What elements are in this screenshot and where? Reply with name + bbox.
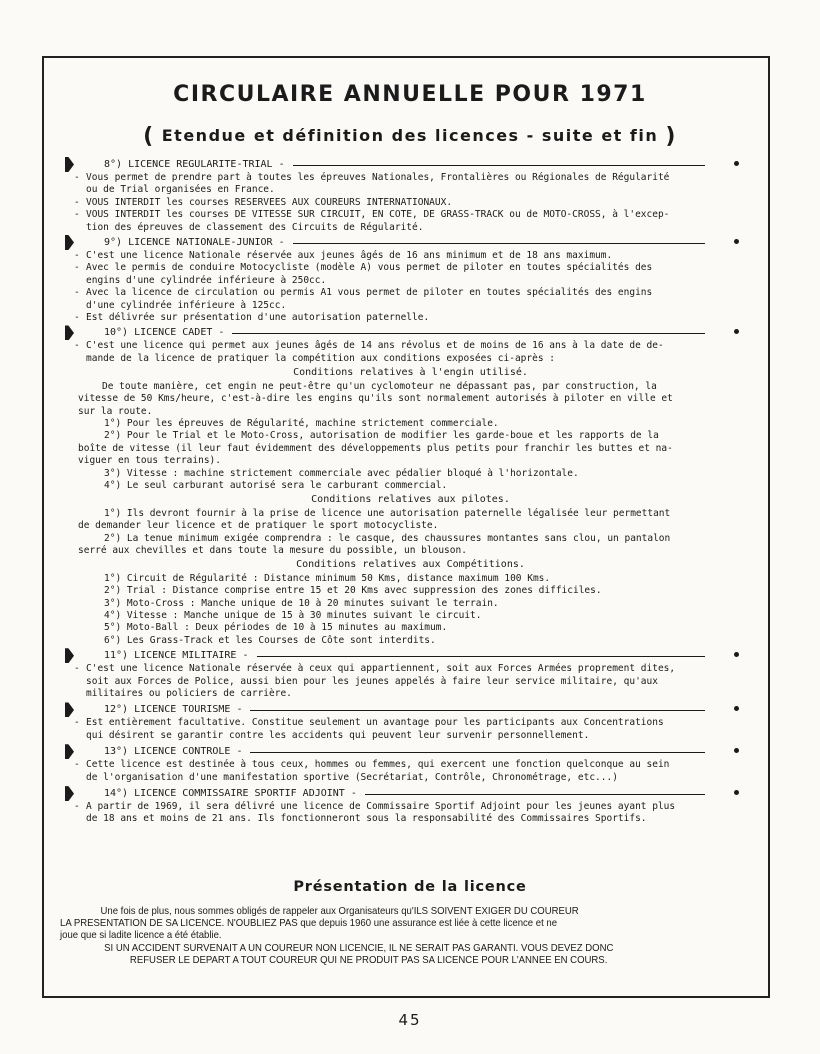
section-heading [78, 327, 743, 340]
paragraph-line: de demander leur licence et de pratiquer le sport motocycliste. [78, 520, 439, 532]
section-heading-text: 11°) LICENCE MILITAIRE - [104, 650, 257, 662]
section-heading-text: 12°) LICENCE TOURISME - [104, 704, 250, 716]
section-heading-text: 9°) LICENCE NATIONALE-JUNIOR - [104, 237, 293, 249]
dash-marker: - [74, 250, 80, 262]
numbered-item: 2°) La tenue minimum exigée comprendra : le casque, des chaussures montantes sans clou, un pantalon [104, 532, 671, 544]
dash-marker: - [74, 262, 80, 274]
dash-marker: - [74, 312, 80, 324]
page-number: 45 [398, 1011, 422, 1029]
bullet-dot-icon [734, 748, 739, 753]
paragraph: - Avec le permis de conduire Motocycliste (modèle A) vous permet de piloter en toutes spécialités des [74, 262, 653, 274]
numbered-item: 4°) Vitesse : Manche unique de 15 à 30 minutes suivant le circuit. [104, 610, 482, 621]
page-subtitle [0, 124, 820, 149]
conditions-engin-heading: Conditions relatives à l'engin utilisé. [293, 367, 528, 379]
presentation-line: Une fois de plus, nous sommes obligés de rappeler aux Organisateurs qu'ILS SOIVENT EXIGER DU COUREUR [100, 906, 579, 917]
subtitle-open-paren: ( [143, 124, 155, 149]
paragraph-line: serré aux chevilles et dans toute la mesure du possible, un blouson. [78, 544, 467, 556]
dash-marker: - [74, 287, 80, 299]
conditions-pilotes-heading: Conditions relatives aux pilotes. [311, 494, 510, 506]
dash-marker: - [74, 801, 80, 813]
numbered-item: 5°) Moto-Ball : Deux périodes de 10 à 15 minutes au maximum. [104, 622, 448, 634]
dash-marker: - [74, 209, 80, 221]
presentation-line: joue que si ladite licence a été établie. [60, 930, 222, 942]
paragraph: - VOUS INTERDIT les courses RESERVEES AUX COUREURS INTERNATIONAUX. [74, 196, 453, 208]
bullet-dot-icon [734, 652, 739, 657]
paragraph: - VOUS INTERDIT les courses DE VITESSE SUR CIRCUIT, EN COTE, DE GRASS-TRACK ou de MOTO-CROSS, à l'excep- [74, 209, 670, 221]
paragraph-line: boîte de vitesse (il leur faut évidemment des développements plus petits pour franchir les buttes et na- [78, 442, 673, 454]
dash-marker: - [74, 340, 80, 352]
presentation-line: LA PRESENTATION DE SA LICENCE. N'OUBLIEZ PAS que depuis 1960 une assurance est liée à cette licence et ne [60, 918, 558, 930]
numbered-item: 4°) Le seul carburant autorisé sera le carburant commercial. [104, 479, 448, 491]
paragraph: - C'est une licence Nationale réservée aux jeunes âgés de 16 ans minimum et de 18 ans maximum. [74, 250, 613, 262]
section-11-militaire [74, 650, 743, 700]
section-13-controle [74, 746, 743, 784]
presentation-line: SI UN ACCIDENT SURVENAIT A UN COUREUR NON LICENCIE, IL NE SERAIT PAS GARANTI. VOUS DEVEZ DONC [104, 942, 614, 954]
dash-marker: - [74, 663, 80, 675]
numbered-item: 1°) Ils devront fournir à la prise de licence une autorisation paternelle légalisée leur permettant [104, 507, 671, 519]
paragraph: - Est délivrée sur présentation d'une autorisation paternelle. [74, 312, 430, 324]
dash-marker: - [74, 196, 80, 208]
subtitle-close-paren: ) [665, 124, 677, 149]
numbered-item: 3°) Vitesse : machine strictement commerciale avec pédalier bloqué à l'horizontale. [104, 467, 579, 479]
paragraph-line: sur la route. [78, 405, 153, 417]
paragraph-line: qui désirent se garantir contre les accidents qui peuvent leur survenir personnellement. [86, 729, 590, 741]
section-heading-text: 14°) LICENCE COMMISSAIRE SPORTIF ADJOINT - [104, 788, 365, 800]
section-heading-text: 13°) LICENCE CONTROLE - [104, 746, 250, 758]
section-heading [78, 237, 743, 250]
paragraph-line: viguer en tous terrains). [78, 455, 221, 467]
paragraph-line: de 18 ans et moins de 21 ans. Ils fonctionneront sous la responsabilité des Commissaires Sportifs. [86, 813, 647, 825]
paragraph-line: tion des épreuves de classement des Circuits de Régularité. [86, 221, 424, 233]
paragraph-line: vitesse de 50 Kms/heure, c'est-à-dire les engins qu'ils sont normalement autorisés à piloter en ville et [78, 393, 673, 405]
bullet-dot-icon [734, 161, 739, 166]
numbered-item: 3°) Moto-Cross : Manche unique de 10 à 20 minutes suivant le terrain. [104, 597, 499, 609]
paragraph: - Est entièrement facultative. Constitue seulement un avantage pour les participants aux Concentrations [74, 717, 664, 729]
numbered-item: 1°) Pour les épreuves de Régularité, machine strictement commerciale. [104, 417, 499, 429]
bullet-dot-icon [734, 329, 739, 334]
subtitle-text: Etendue et définition des licences - suite et fin [161, 126, 659, 145]
numbered-item: 2°) Trial : Distance comprise entre 15 et 20 Kms avec suppression des zones difficiles. [104, 585, 602, 597]
section-heading [78, 746, 743, 759]
section-heading [78, 704, 743, 717]
section-heading-text: 10°) LICENCE CADET - [104, 327, 232, 339]
paragraph-line: engins d'une cylindrée inférieure à 250cc. [86, 274, 327, 286]
bullet-dot-icon [734, 239, 739, 244]
dash-marker: - [74, 172, 80, 183]
paragraph: - Avec la licence de circulation ou permis A1 vous permet de piloter en toutes spécialités des engins [74, 287, 653, 299]
paragraph: - A partir de 1969, il sera délivré une licence de Commissaire Sportif Adjoint pour les jeunes ayant plus [74, 801, 676, 813]
paragraph-line: mande de la licence de pratiquer la compétition aux conditions exposées ci-après : [86, 352, 555, 364]
section-14-commissaire-sportif-adjoint [74, 788, 743, 826]
bullet-dot-icon [734, 706, 739, 711]
paragraph-line: De toute manière, cet engin ne peut-être qu'un cyclomoteur ne dépassant pas, par construction, la [102, 380, 657, 392]
paragraph-line: de l'organisation d'une manifestation sportive (Secrétariat, Contrôle, Chronométrage, etc...) [86, 771, 618, 783]
conditions-competitions-heading: Conditions relatives aux Compétitions. [296, 559, 525, 571]
paragraph-line: ou de Trial organisées en France. [86, 184, 275, 196]
dash-marker: - [74, 717, 80, 729]
presentation-line: REFUSER LE DEPART A TOUT COUREUR QUI NE PRODUIT PAS SA LICENCE POUR L'ANNEE EN COURS. [129, 954, 608, 966]
paragraph-line: d'une cylindrée inférieure à 125cc. [86, 299, 287, 311]
section-heading [78, 159, 743, 172]
paragraph-line: soit aux Forces de Police, aussi bien pour les jeunes appelés à faire leur service militaire, qu'aux [86, 675, 658, 687]
section-heading [78, 788, 743, 801]
section-9-nationale-junior [74, 237, 743, 324]
document-body [74, 157, 743, 826]
presentation-heading: Présentation de la licence [293, 879, 527, 895]
paragraph: - C'est une licence Nationale réservée à ceux qui appartiennent, soit aux Forces Armées proprement dites, [74, 663, 676, 675]
paragraph: - Vous permet de prendre part à toutes les épreuves Nationales, Frontalières ou Régionales de Régularité [74, 172, 670, 183]
numbered-item: 1°) Circuit de Régularité : Distance minimum 50 Kms, distance maximum 100 Kms. [104, 572, 551, 584]
presentation-text [60, 906, 704, 967]
numbered-item: 2°) Pour le Trial et le Moto-Cross, autorisation de modifier les garde-boue et les rapports de la [104, 430, 659, 442]
section-heading-text: 8°) LICENCE REGULARITE-TRIAL - [104, 159, 293, 171]
dash-marker: - [74, 759, 80, 771]
bullet-dot-icon [734, 790, 739, 795]
section-heading [78, 650, 743, 663]
section-8-regularite-trial [74, 159, 743, 234]
paragraph: - Cette licence est destinée à tous ceux, hommes ou femmes, qui exercent une fonction quelconque au sein [74, 759, 670, 771]
paragraph-line: militaires ou policiers de carrière. [86, 688, 292, 700]
numbered-item: 6°) Les Grass-Track et les Courses de Côte sont interdits. [104, 634, 436, 646]
page-title: CIRCULAIRE ANNUELLE POUR 1971 [173, 82, 647, 107]
section-12-tourisme [74, 704, 743, 742]
section-10-cadet [74, 327, 743, 647]
paragraph: - C'est une licence qui permet aux jeunes âgés de 14 ans révolus et de moins de 16 ans à la date de de- [74, 340, 664, 352]
